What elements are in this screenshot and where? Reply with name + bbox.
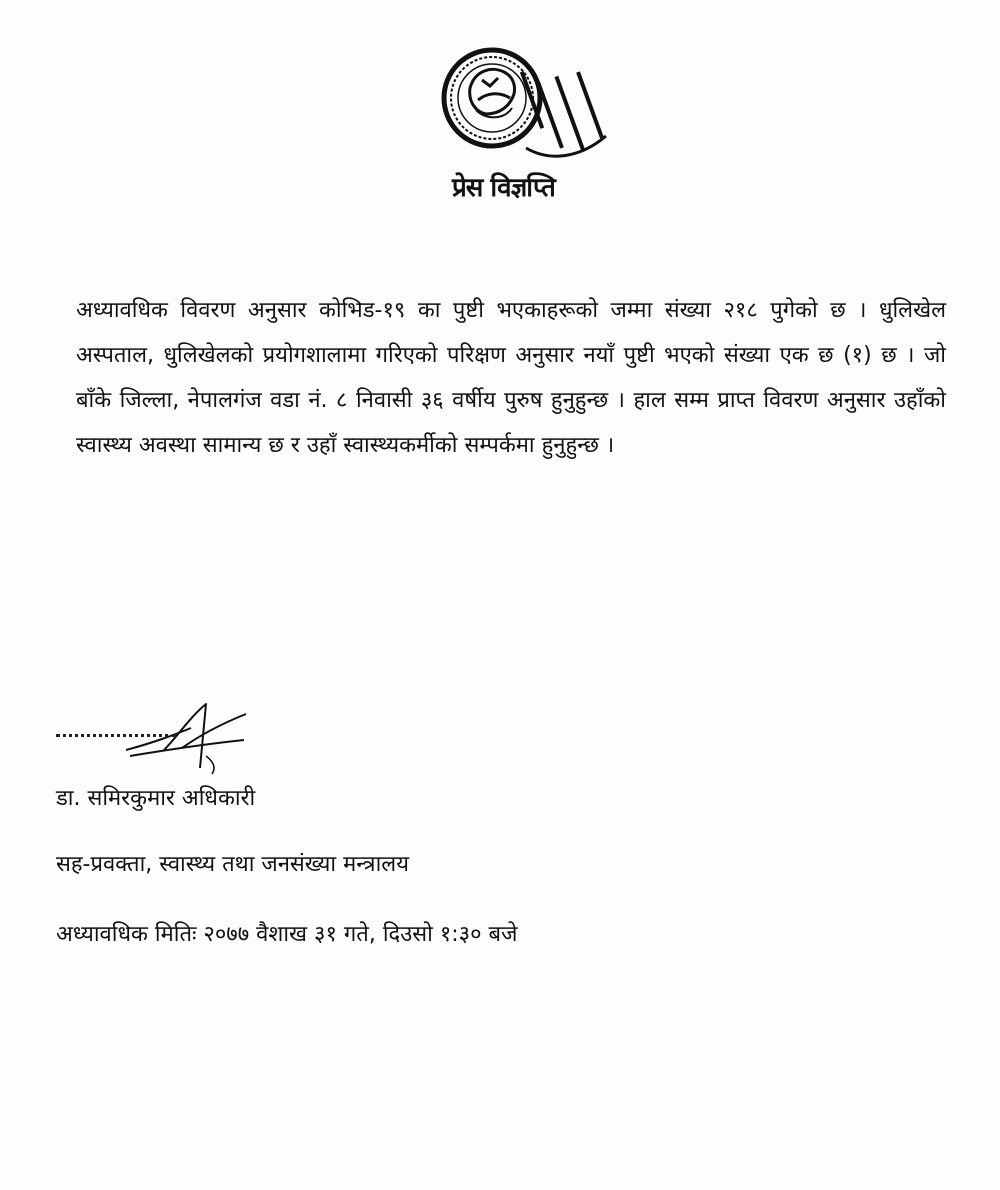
seal-curved-text-marks xyxy=(520,71,606,156)
seal-center-figure xyxy=(470,69,515,117)
ministry-seal-icon xyxy=(430,40,620,170)
signature-image xyxy=(56,698,256,778)
signatory-name: डा. समिरकुमार अधिकारी xyxy=(56,786,256,811)
seal-ring xyxy=(444,50,540,146)
updated-date: अध्यावधिक मितिः २०७७ वैशाख ३१ गते, दिउसो १:३० बजे xyxy=(56,922,518,947)
press-release-body: अध्यावधिक विवरण अनुसार कोभिड-१९ का पुष्टी भएकाहरूको जम्मा संख्या २१८ पुगेको छ । धुलिखेल अस्पताल, धुलिखेलको प्रयोगशालामा गरिएको परिक्षण अनुसार नयाँ पुष्टी भएको संख्या एक छ (१) छ । जो बाँके जिल्ला, नेपालगंज वडा नं. ८ निवासी ३६ वर्षीय पुरुष हुनुहुन्छ । हाल सम्म प्राप्त विवरण अनुसार उहाँको स्वास्थ्य अवस्था सामान्य छ र उहाँ स्वास्थ्यकर्मीको सम्पर्कमा हुनुहुन्छ । xyxy=(76,298,946,458)
signature-dotted-line xyxy=(56,734,176,737)
signatory-designation: सह-प्रवक्ता, स्वास्थ्य तथा जनसंख्या मन्त्रालय xyxy=(56,852,409,877)
press-release-title: प्रेस विज्ञप्ति xyxy=(452,173,555,203)
